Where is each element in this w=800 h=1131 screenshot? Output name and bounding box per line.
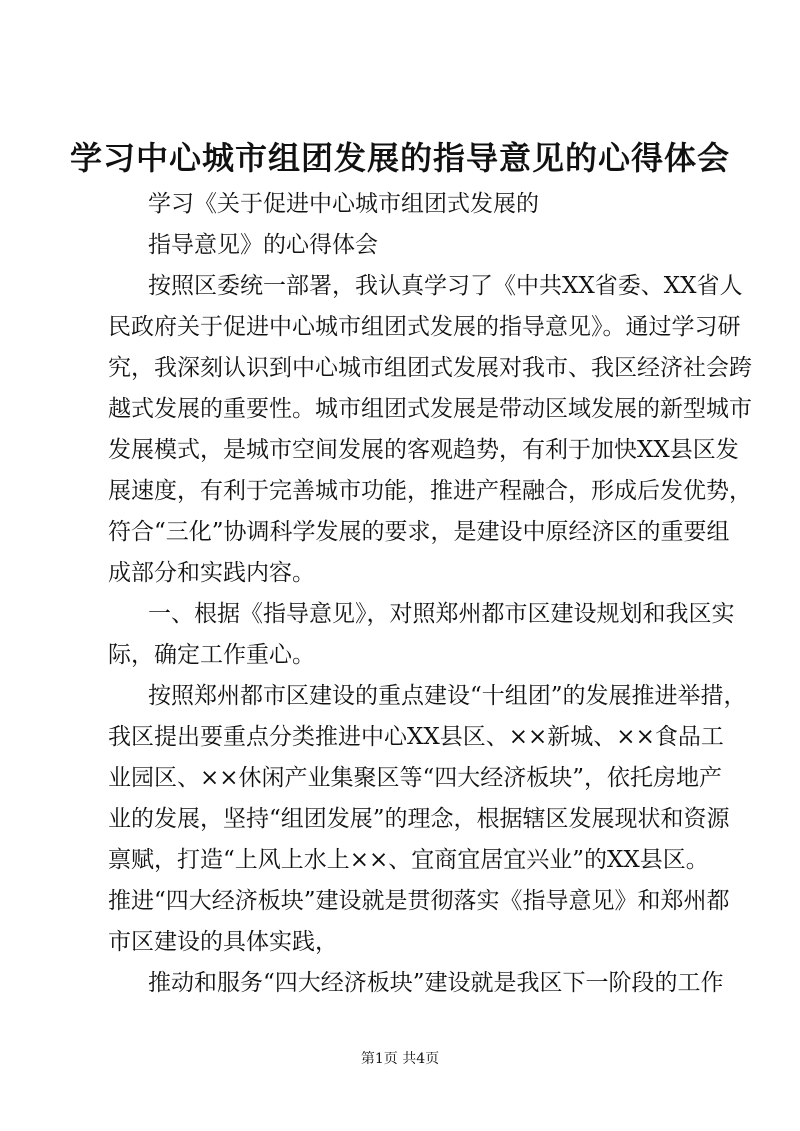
paragraph-line: 符合“三化”协调科学发展的要求，是建设中原经济区的重要组	[108, 519, 730, 545]
paragraph-line: 业的发展，坚持“组团发展”的理念，根据辖区发展现状和资源	[108, 806, 730, 832]
paragraph-line: 发展模式，是城市空间发展的客观趋势，有利于加快XX县区发	[108, 437, 739, 463]
paragraph-line: 成部分和实践内容。	[108, 560, 315, 586]
paragraph-line: 按照郑州都市区建设的重点建设“十组团”的发展推进举措，	[148, 683, 747, 709]
paragraph-line: 民政府关于促进中心城市组团式发展的指导意见》。通过学习研	[108, 314, 741, 340]
paragraph-line: 业园区、××休闲产业集聚区等“四大经济板块”，依托房地产	[108, 765, 723, 791]
paragraph-line: 展速度，有利于完善城市功能，推进产程融合，形成后发优势，	[108, 478, 752, 504]
section-heading-line: 一、根据《指导意见》，对照郑州都市区建设规划和我区实	[148, 601, 735, 627]
paragraph-line: 按照区委统一部署，我认真学习了《中共XX省委、XX省人	[148, 273, 743, 299]
document-title: 学习中心城市组团发展的指导意见的心得体会	[69, 139, 730, 177]
paragraph-line: 禀赋，打造“上风上水上××、宜商宜居宜兴业”的XX县区。	[108, 847, 709, 873]
paragraph-line: 究，我深刻认识到中心城市组团式发展对我市、我区经济社会跨	[108, 355, 752, 381]
page-number-footer: 第1页 共4页	[360, 1051, 440, 1067]
paragraph-line: 我区提出要重点分类推进中心XX县区、××新城、××食品工	[108, 724, 724, 750]
paragraph-line: 越式发展的重要性。城市组团式发展是带动区域发展的新型城市	[108, 396, 752, 422]
subtitle-line-2: 指导意见》的心得体会	[148, 232, 378, 258]
subtitle-line-1: 学习《关于促进中心城市组团式发展的	[148, 191, 539, 217]
paragraph-line: 推进“四大经济板块”建设就是贯彻落实《指导意见》和郑州都	[108, 888, 730, 914]
section-heading-line: 际，确定工作重心。	[108, 642, 315, 668]
paragraph-line: 推动和服务“四大经济板块”建设就是我区下一阶段的工作	[148, 970, 724, 996]
paragraph-line: 市区建设的具体实践，	[108, 929, 338, 955]
